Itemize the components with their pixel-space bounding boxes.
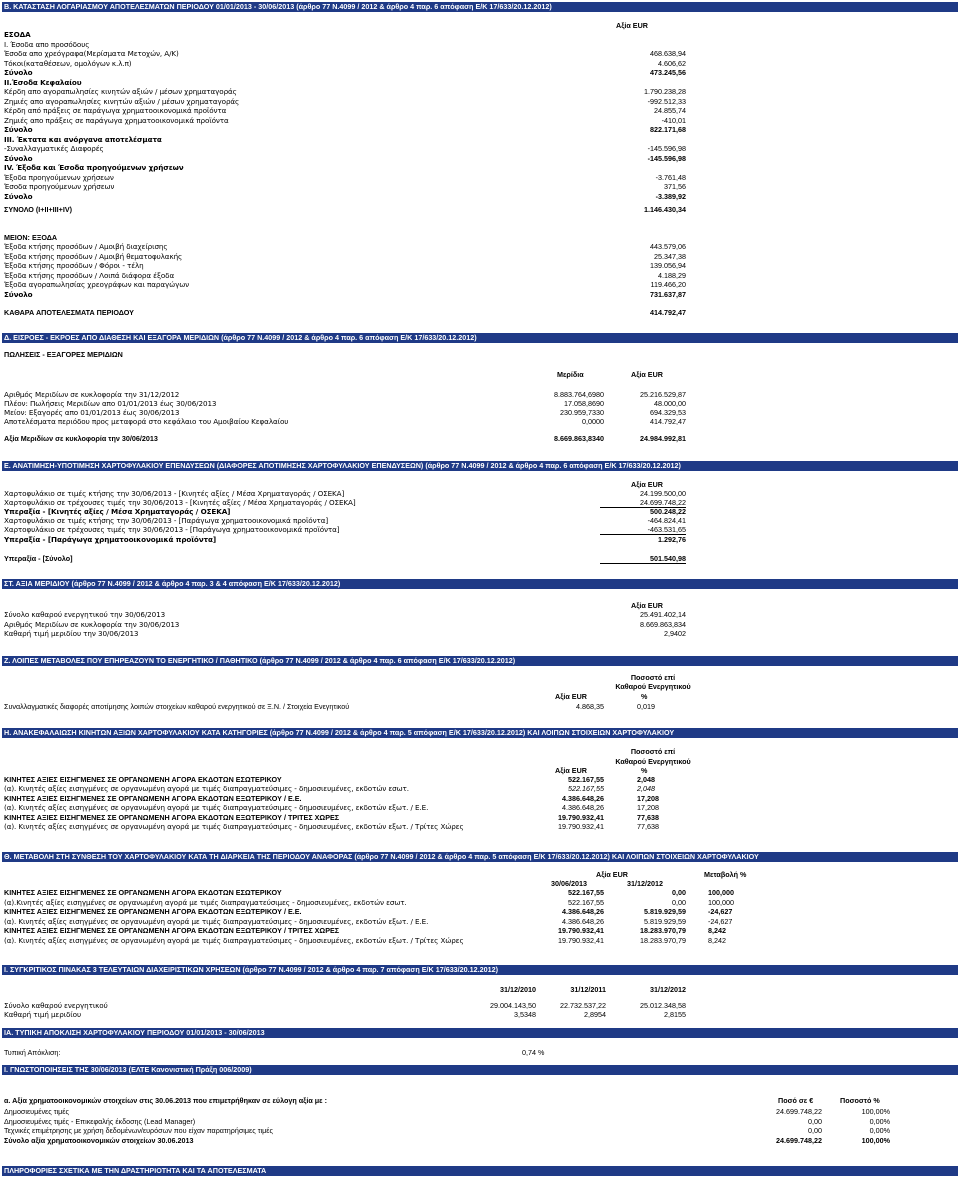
section-b-row-label: Σύνολο	[4, 191, 33, 201]
section-b-expense-value: 4.188,29	[658, 270, 686, 280]
section-th-row-pct: -24,627	[708, 916, 733, 926]
section-b-expense-label: Έξοδα κτήσης προσόδων / Αμοιβή διαχείρισης	[4, 242, 168, 251]
section-b-minus-title: ΜΕΙΟΝ: ΕΞΟΔΑ	[4, 233, 58, 242]
section-b-row-value: -410,01	[661, 115, 686, 125]
section-st-row-label: Καθαρή τιμή μεριδίου την 30/06/2013	[4, 629, 139, 638]
section-d-col2: Αξία EUR	[631, 370, 663, 379]
section-st-row-label: Σύνολο καθαρού ενεργητικού την 30/06/2013	[4, 610, 166, 619]
section-h-row-pct: 17,208	[637, 803, 659, 813]
section-b-expense-value: 443.579,06	[650, 242, 686, 251]
section-th-row-v1: 522.167,55	[568, 888, 604, 897]
section-b-row-label: Ζημιές απο πράξεις σε παράγωγα χρηματοοικονομικά προϊόντα	[4, 115, 229, 125]
section-ig-header: Ι. ΓΝΩΣΤΟΠΟΙΗΣΕΙΣ ΤΗΣ 30/06/2013 (ΕΛΤΕ Κανονιστική Πράξη 006/2009)	[2, 1065, 958, 1075]
section-th-row-label: (α). Κινητές αξίες εισηγμένες σε οργανωμένη αγορά με τιμές διαπραγματεύσιμες - δημοσιευμένες, εκδοτών εξωτ. / Τρίτες Χώρες	[4, 936, 464, 945]
section-i-year-1: 31/12/2010	[500, 985, 536, 994]
section-b-expense-label: Σύνολο	[4, 289, 33, 299]
section-e-total-label: Υπεραξία - [Σύνολο]	[4, 554, 73, 563]
section-ig-row-value: 0,00	[808, 1126, 822, 1136]
section-i-row-value: 3,5348	[514, 1010, 536, 1019]
section-z-col-value: Αξία EUR	[555, 692, 587, 701]
section-b-row-label: Έξοδα προηγούμενων χρήσεων	[4, 172, 114, 182]
section-e-header: Ε. ΑΝΑΤΙΜΗΣΗ-ΥΠΟΤΙΜΗΣΗ ΧΑΡΤΟΦΥΛΑΚΙΟΥ ΕΠΕΝΔΥΣΕΩΝ (ΔΙΑΦΟΡΕΣ ΑΠΟΤΙΜΗΣΗΣ ΧΑΡΤΟΦΥΛΑΚΙΟΥ ΕΠΕΝΔΥΣΕΩΝ) (άρθρο 77 Ν.4099 / 2012 & άρθρο 4 παρ. 6 απόφαση Ε/Κ 17/633/20.12.2012)	[2, 461, 958, 471]
section-ig-row-label: Δημοσιευμένες τιμές - Επικεφαλής έκδοσης (Lead Manager)	[4, 1116, 196, 1126]
section-th-row-pct: -24,627	[708, 907, 733, 917]
section-d-total-v1: 8.669.863,8340	[554, 434, 604, 443]
section-ig-heading: α. Αξία χρηματοοικονομικών στοιχείων στις 30.06.2013 που επιμετρήθηκαν σε εύλογη αξία με :	[4, 1096, 327, 1105]
section-b-row-label: III. Έκτατα και ανόργανα αποτελέσματα	[4, 134, 162, 144]
section-ig-row-label: Σύνολο αξία χρηματοοικονομικών στοιχείων 30.06.2013	[4, 1135, 194, 1145]
section-th-row-v1: 522.167,55	[568, 897, 604, 907]
section-th-row-label: ΚΙΝΗΤΕΣ ΑΞΙΕΣ ΕΙΣΗΓΜΕΝΕΣ ΣΕ ΟΡΓΑΝΩΜΕΝΗ ΑΓΟΡΑ ΕΚΔΟΤΩΝ ΕΞΩΤΕΡΙΚΟΥ / Ε.Ε.	[4, 907, 302, 917]
section-ia-header: ΙΑ. ΤΥΠΙΚΗ ΑΠΟΚΛΙΣΗ ΧΑΡΤΟΦΥΛΑΚΙΟΥ ΠΕΡΙΟΔΟΥ 01/01/2013 - 30/06/2013	[2, 1028, 958, 1038]
section-i-row-value: 2,8155	[664, 1010, 686, 1019]
section-h-row-pct: 2,048	[637, 775, 655, 784]
section-b-row-value: 822.171,68	[650, 125, 686, 134]
section-h-pct-header-2: Καθαρού Ενεργητικού	[615, 757, 691, 766]
section-e-row-value: 1.292,76	[658, 534, 686, 544]
section-e-row-label: Χαρτοφυλάκιο σε τρέχουσες τιμές την 30/06/2013 - [Κινητές αξίες / Μέσα Χρηματαγοράς / ΟΣΕΚΑ]	[4, 498, 356, 508]
section-d-total-label: Αξία Μεριδίων σε κυκλοφορία την 30/06/2013	[4, 434, 158, 443]
section-th-row-pct: 8,242	[708, 926, 726, 936]
section-h-header: Η. ΑΝΑΚΕΦΑΛΑΙΩΣΗ ΚΙΝΗΤΩΝ ΑΞΙΩΝ ΧΑΡΤΟΦΥΛΑΚΙΟΥ ΚΑΤΑ ΚΑΤΗΓΟΡΙΕΣ (άρθρο 77 Ν.4099 / 2012 & άρθρο 4 παρ. 5 απόφαση Ε/Κ 17/633/20.12.2012) ΚΑΙ ΛΟΙΠΩΝ ΣΤΟΙΧΕΙΩΝ ΧΑΡΤΟΦΥΛΑΚΙΟΥ	[2, 728, 958, 738]
section-b-expense-label: Έξοδα κτήσης προσόδων / Αμοιβή θεματοφυλακής	[4, 251, 183, 261]
section-h-row-pct: 2,048	[637, 784, 655, 794]
section-b-row-value: -992.512,33	[647, 96, 686, 106]
section-info-header: ΠΛΗΡΟΦΟΡΙΕΣ ΣΧΕΤΙΚΑ ΜΕ ΤΗΝ ΔΡΑΣΤΗΡΙΟΤΗΤΑ ΚΑΙ ΤΑ ΑΠΟΤΕΛΕΣΜΑΤΑ	[2, 1166, 958, 1176]
section-d-total-v2: 24.984.992,81	[640, 434, 686, 443]
section-d-row-label: Αριθμός Μεριδίων σε κυκλοφορία την 31/12/2012	[4, 390, 180, 399]
section-b-net-value: 414.792,47	[650, 308, 686, 317]
section-b-row-value: -3.389,92	[655, 191, 686, 201]
section-st-row-value: 25.491.402,14	[640, 610, 686, 619]
section-d-row-v1: 8.883.764,6980	[554, 390, 604, 399]
section-h-row-label: (α). Κινητές αξίες εισηγμένες σε οργανωμένη αγορά με τιμές διαπραγματεύσιμες - δημοσιευμένες, εκδοτών εξωτ. / Τρίτες Χώρες	[4, 822, 464, 831]
section-z-pct-header-2: Καθαρού Ενεργητικού	[615, 682, 691, 691]
section-th-row-v1: 19.790.932,41	[558, 926, 604, 936]
section-ia-value: 0,74 %	[522, 1048, 545, 1057]
section-h-col-pct: %	[641, 766, 648, 775]
section-i-year-3: 31/12/2012	[650, 985, 686, 994]
section-d-row-v1: 17.058,8690	[564, 399, 604, 408]
section-b-row-label: -Συναλλαγματικές Διαφορές	[4, 144, 104, 153]
section-b-row-label: Σύνολο	[4, 68, 33, 77]
section-b-row-label: Κέρδη από πράξεις σε παράγωγα χρηματοοικονομικά προϊόντα	[4, 106, 227, 115]
section-d-header: Δ. ΕΙΣΡΟΕΣ - ΕΚΡΟΕΣ ΑΠΟ ΔΙΑΘΕΣΗ ΚΑΙ ΕΞΑΓΟΡΑ ΜΕΡΙΔΙΩΝ (άρθρο 77 Ν.4099 / 2012 & άρθρο 4 παρ. 6 απόφαση Ε/Κ 17/633/20.12.2012)	[2, 333, 958, 343]
section-ig-row-pct: 100,00%	[861, 1135, 890, 1145]
section-e-row-value: -464.824,41	[647, 516, 686, 526]
section-b-expense-value: 139.056,94	[650, 261, 686, 270]
section-d-row-label: Μείον: Εξαγορές απο 01/01/2013 έως 30/06/2013	[4, 408, 180, 417]
section-ig-row-value: 0,00	[808, 1116, 822, 1126]
section-d-subtitle: ΠΩΛΗΣΕΙΣ - ΕΞΑΓΟΡΕΣ ΜΕΡΙΔΙΩΝ	[4, 350, 123, 359]
section-i-row-value: 25.012.348,58	[640, 1001, 686, 1010]
section-e-row-value: 24.199.500,00	[640, 489, 686, 498]
section-ig-row-pct: 0,00%	[869, 1116, 890, 1126]
section-b-row-value: 371,56	[664, 182, 686, 191]
section-z-col-pct: %	[641, 692, 648, 701]
section-b-total-label: ΣΥΝΟΛΟ (I+II+III+IV)	[4, 205, 73, 214]
section-z-header: Ζ. ΛΟΙΠΕΣ ΜΕΤΑΒΟΛΕΣ ΠΟΥ ΕΠΗΡΕΑΖΟΥΝ ΤΟ ΕΝΕΡΓΗΤΙΚΟ / ΠΑΘΗΤΙΚΟ (άρθρο 77 Ν.4099 / 2012 & άρθρο 4 παρ. 6 απόφαση Ε/Κ 17/633/20.12.2012)	[2, 656, 958, 666]
section-th-row-pct: 8,242	[708, 936, 726, 945]
section-e-total-value: 501.540,98	[600, 554, 686, 564]
section-ig-row-value: 24.699.748,22	[776, 1107, 822, 1116]
section-th-header: Θ. ΜΕΤΑΒΟΛΗ ΣΤΗ ΣΥΝΘΕΣΗ ΤΟΥ ΧΑΡΤΟΦΥΛΑΚΙΟΥ ΚΑΤΑ ΤΗ ΔΙΑΡΚΕΙΑ ΤΗΣ ΠΕΡΙΟΔΟΥ ΑΝΑΦΟΡΑΣ (άρθρο 77 Ν.4099 / 2012 & άρθρο 4 παρ. 5 απόφαση Ε/Κ 17/633/20.12.2012) ΚΑΙ ΛΟΙΠΩΝ ΣΤΟΙΧΕΙΩΝ ΧΑΡΤΟΦΥΛΑΚΙΟΥ	[2, 852, 958, 862]
section-th-row-pct: 100,000	[708, 897, 734, 907]
section-b-row-label: II.Έσοδα Κεφαλαίου	[4, 77, 82, 87]
section-th-row-label: (α).Κινητές αξίες εισηγμένες σε οργανωμένη αγορά με τιμές διαπραγματεύσιμες - δημοσιευμένες, εκδοτών εσωτ.	[4, 897, 407, 907]
section-i-header: Ι. ΣΥΓΚΡΙΤΙΚΟΣ ΠΙΝΑΚΑΣ 3 ΤΕΛΕΥΤΑΙΩΝ ΔΙΑΧΕΙΡΙΣΤΙΚΩΝ ΧΡΗΣΕΩΝ (άρθρο 77 Ν.4099 / 2012 & άρθρο 4 παρ. 7 απόφαση Ε/Κ 17/633/20.12.2012)	[2, 965, 958, 975]
section-ig-row-pct: 100,00%	[861, 1107, 890, 1116]
section-th-col-change: Μεταβολή %	[704, 870, 747, 879]
section-th-row-label: ΚΙΝΗΤΕΣ ΑΞΙΕΣ ΕΙΣΗΓΜΕΝΕΣ ΣΕ ΟΡΓΑΝΩΜΕΝΗ ΑΓΟΡΑ ΕΚΔΟΤΩΝ ΕΣΩΤΕΡΙΚΟΥ	[4, 888, 282, 897]
section-st-row-label: Αριθμός Μεριδίων σε κυκλοφορία την 30/06/2013	[4, 619, 180, 629]
section-z-row-pct: 0,019	[637, 702, 655, 711]
section-z-row-value: 4.868,35	[576, 702, 604, 711]
section-b-expense-value: 731.637,87	[650, 289, 686, 299]
section-d-row-v1: 230.959,7330	[560, 408, 604, 417]
section-th-row-label: (α). Κινητές αξίες εισηγμένες σε οργανωμένη αγορά με τιμές διαπραγματεύσιμες - δημοσιευμένες, εκδοτών εξωτ. / Ε.Ε.	[4, 916, 429, 926]
section-h-pct-header-1: Ποσοστό επί	[630, 747, 676, 756]
section-z-pct-header-1: Ποσοστό επί	[630, 673, 676, 682]
section-b-row-value: -145.596,98	[647, 153, 686, 163]
section-th-col-value: Αξία EUR	[596, 870, 628, 879]
section-th-row-v2: 5.819.929,59	[644, 907, 686, 917]
section-i-row-value: 22.732.537,22	[560, 1001, 606, 1010]
section-e-col-header: Αξία EUR	[631, 480, 663, 489]
section-ig-col1: Ποσό σε €	[778, 1096, 814, 1105]
section-b-expense-label: Έξοδα κτήσης προσόδων / Φόροι - τέλη	[4, 261, 144, 270]
section-b-net-label: ΚΑΘΑΡΑ ΑΠΟΤΕΛΕΣΜΑΤΑ ΠΕΡΙΟΔΟΥ	[4, 308, 134, 317]
section-ig-row-label: Τεχνικές επιμέτρησης με χρήση δεδομένων/ευρόσων που είχαν παρατηρήσιμες τιμές	[4, 1126, 273, 1136]
section-th-row-v2: 5.819.929,59	[644, 916, 686, 926]
section-th-row-label: ΚΙΝΗΤΕΣ ΑΞΙΕΣ ΕΙΣΗΓΜΕΝΕΣ ΣΕ ΟΡΓΑΝΩΜΕΝΗ ΑΓΟΡΑ ΕΚΔΟΤΩΝ ΕΞΩΤΕΡΙΚΟΥ / ΤΡΙΤΕΣ ΧΩΡΕΣ	[4, 926, 340, 936]
section-ia-label: Τυπική Απόκλιση:	[4, 1048, 61, 1057]
section-h-row-value: 522.167,55	[568, 775, 604, 784]
section-st-header: ΣΤ. ΑΞΙΑ ΜΕΡΙΔΙΟΥ (άρθρο 77 Ν.4099 / 2012 & άρθρο 4 παρ. 3 & 4 απόφαση Ε/Κ 17/633/20.12.2012)	[2, 579, 958, 589]
section-th-row-v2: 18.283.970,79	[640, 936, 686, 945]
section-b-row-value: 473.245,56	[650, 68, 686, 77]
section-d-row-v2: 414.792,47	[650, 417, 686, 426]
section-i-row-value: 2,8954	[584, 1010, 606, 1019]
section-th-row-v1: 19.790.932,41	[558, 936, 604, 945]
section-d-row-v1: 0,0000	[582, 417, 604, 426]
section-e-row-value: -463.531,65	[600, 525, 686, 535]
section-b-row-value: -3.761,48	[655, 172, 686, 182]
section-b-row-label: Σύνολο	[4, 153, 33, 163]
section-b-expense-label: Έξοδα αγοραπωλησίας χρεογράφων και παραγώγων	[4, 280, 190, 289]
section-th-row-v2: 0,00	[672, 897, 686, 907]
section-h-row-pct: 77,638	[637, 822, 659, 831]
section-b-total-value: 1.146.430,34	[644, 205, 686, 214]
section-h-row-pct: 77,638	[637, 812, 659, 822]
section-d-row-label: Αποτελέσματα περιόδου προς μεταφορά στο κεφάλαιο του Αμοιβαίου Κεφαλαίου	[4, 417, 289, 426]
section-st-row-value: 2,9402	[664, 629, 686, 638]
section-e-row-label: Χαρτοφυλάκιο σε τιμές κτήσης την 30/06/2013 - [Παράγωγα χρηματοοικονομικά προϊόντα]	[4, 516, 329, 526]
section-st-col-header: Αξία EUR	[631, 601, 663, 610]
section-h-col-value: Αξία EUR	[555, 766, 587, 775]
section-h-row-value: 19.790.932,41	[558, 822, 604, 831]
section-b-row-value: 1.790.238,28	[644, 87, 686, 96]
section-th-row-pct: 100,000	[708, 888, 734, 897]
section-b-row-value: 468.638,94	[650, 49, 686, 58]
section-b-expense-value: 119.466,20	[650, 280, 686, 289]
section-h-row-value: 19.790.932,41	[558, 812, 604, 822]
section-b-expense-label: Έξοδα κτήσης προσόδων / Λοιπά διάφορα έξοδα	[4, 270, 175, 280]
section-th-row-v1: 4.386.648,26	[562, 916, 604, 926]
section-ig-row-label: Δημοσιευμένες τιμές	[4, 1107, 69, 1116]
section-d-row-v2: 25.216.529,87	[640, 390, 686, 399]
section-d-col1: Μερίδια	[557, 370, 584, 379]
section-h-row-label: (α). Κινητές αξίες εισηγμένες σε οργανωμένη αγορά με τιμές διαπραγματεύσιμες - δημοσιευμένες, εκδοτών εσωτ.	[4, 784, 409, 794]
section-e-row-value: 500.248,22	[650, 507, 686, 517]
section-h-row-label: (α). Κινητές αξίες εισηγμένες σε οργανωμένη αγορά με τιμές διαπραγματεύσιμες - δημοσιευμένες, εκδοτών εξωτ. / Ε.Ε.	[4, 803, 429, 813]
section-b-row-label: ΕΣΟΔΑ	[4, 30, 31, 39]
section-b-row-value: 24.855,74	[654, 106, 686, 115]
section-h-row-value: 4.386.648,26	[562, 793, 604, 803]
section-h-row-label: ΚΙΝΗΤΕΣ ΑΞΙΕΣ ΕΙΣΗΓΜΕΝΕΣ ΣΕ ΟΡΓΑΝΩΜΕΝΗ ΑΓΟΡΑ ΕΚΔΟΤΩΝ ΕΞΩΤΕΡΙΚΟΥ / Ε.Ε.	[4, 793, 302, 803]
section-b-row-label: Κέρδη απο αγοραπωλησίες κινητών αξιών / μέσων χρηματαγοράς	[4, 87, 237, 96]
section-b-expense-value: 25.347,38	[654, 251, 686, 261]
section-b-col-header: Αξία EUR	[616, 21, 648, 30]
section-th-row-v2: 18.283.970,79	[640, 926, 686, 936]
section-i-row-label: Σύνολο καθαρού ενεργητικού	[4, 1001, 108, 1010]
section-b-row-value: -145.596,98	[647, 144, 686, 153]
section-b-row-label: Ζημιές απο αγοραπωλησίες κινητών αξιών / μέσων χρηματαγοράς	[4, 96, 240, 106]
section-th-date1: 30/06/2013	[551, 879, 587, 888]
section-i-row-value: 29.004.143,50	[490, 1001, 536, 1010]
section-h-row-label: ΚΙΝΗΤΕΣ ΑΞΙΕΣ ΕΙΣΗΓΜΕΝΕΣ ΣΕ ΟΡΓΑΝΩΜΕΝΗ ΑΓΟΡΑ ΕΚΔΟΤΩΝ ΕΣΩΤΕΡΙΚΟΥ	[4, 775, 282, 784]
section-z-row-label: Συναλλαγματικές διαφορές αποτίμησης λοιπών στοιχείων καθαρού ενεργητικού σε Ξ.Ν. / Στοιχεία Ενεγητικού	[4, 702, 350, 711]
section-h-row-label: ΚΙΝΗΤΕΣ ΑΞΙΕΣ ΕΙΣΗΓΜΕΝΕΣ ΣΕ ΟΡΓΑΝΩΜΕΝΗ ΑΓΟΡΑ ΕΚΔΟΤΩΝ ΕΞΩΤΕΡΙΚΟΥ / ΤΡΙΤΕΣ ΧΩΡΕΣ	[4, 812, 340, 822]
section-b-row-label: IV. Έξοδα και Έσοδα προηγούμενων χρήσεων	[4, 163, 184, 172]
section-d-row-v2: 694.329,53	[650, 408, 686, 417]
section-b-header: Β. ΚΑΤΑΣΤΑΣΗ ΛΟΓΑΡΙΑΣΜΟΥ ΑΠΟΤΕΛΕΣΜΑΤΩΝ ΠΕΡΙΟΔΟΥ 01/01/2013 - 30/06/2013 (άρθρο 77 Ν.4099 / 2012 & άρθρο 4 παρ. 6 απόφαση Ε/Κ 17/633/20.12.2012)	[2, 2, 958, 12]
section-h-row-value: 4.386.648,26	[562, 803, 604, 813]
section-ig-row-pct: 0,00%	[869, 1126, 890, 1136]
section-e-row-label: Χαρτοφυλάκιο σε τιμές κτήσης την 30/06/2013 - [Κινητές αξίες / Μέσα Χρηματαγοράς / ΟΣΕΚΑ]	[4, 489, 345, 498]
section-d-row-v2: 48.000,00	[654, 399, 686, 408]
section-b-row-label: Έσοδα προηγούμενων χρήσεων	[4, 182, 115, 191]
section-th-row-v1: 4.386.648,26	[562, 907, 604, 917]
section-h-row-pct: 17,208	[637, 793, 659, 803]
section-st-row-value: 8.669.863,834	[640, 619, 686, 629]
section-ig-col2: Ποσοστό %	[840, 1096, 880, 1105]
section-e-row-label: Χαρτοφυλάκιο σε τρέχουσες τιμές την 30/06/2013 - [Παράγωγα χρηματοοικονομικά προϊόντα]	[4, 525, 340, 535]
section-b-row-label: Σύνολο	[4, 125, 33, 134]
section-th-date2: 31/12/2012	[627, 879, 663, 888]
section-e-row-label: Υπεραξία - [Παράγωγα χρηματοοικονομικά προϊόντα]	[4, 534, 217, 544]
section-ig-row-value: 24.699.748,22	[776, 1135, 822, 1145]
section-b-row-label: Τόκοι(καταθέσεων, ομολόγων κ.λ.π)	[4, 58, 132, 68]
section-b-row-value: 4.606,62	[658, 58, 686, 68]
section-b-row-label: Έσοδα απο χρεόγραφα(Μερίσματα Μετοχών, Α/Κ)	[4, 49, 179, 58]
section-h-row-value: 522.167,55	[568, 784, 604, 794]
section-th-row-v2: 0,00	[672, 888, 686, 897]
section-i-year-2: 31/12/2011	[570, 985, 606, 994]
section-i-row-label: Καθαρή τιμή μεριδίου	[4, 1010, 81, 1019]
section-e-row-label: Υπεραξία - [Κινητές αξίες / Μέσα Χρηματαγοράς / ΟΣΕΚΑ]	[4, 507, 231, 517]
section-d-row-label: Πλέον: Πωλήσεις Μεριδίων απο 01/01/2013 έως 30/06/2013	[4, 399, 217, 408]
section-e-row-value: 24.699.748,22	[600, 498, 686, 508]
section-b-row-label: I. Έσοδα απο προσόδους	[4, 39, 90, 49]
